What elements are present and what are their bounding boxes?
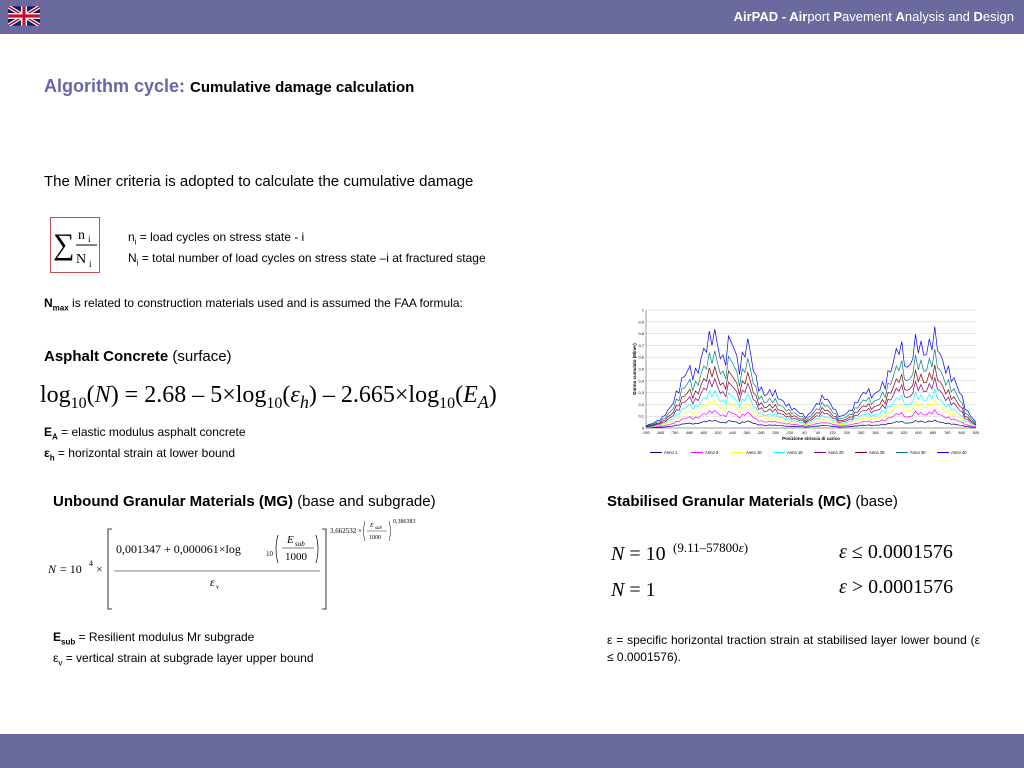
mg-title: Unbound Granular Materials (MG) (base and subgrade) bbox=[53, 493, 436, 510]
app-title-part: P bbox=[833, 9, 842, 24]
intro-text: The Miner criteria is adopted to calculate the cumulative damage bbox=[44, 173, 474, 190]
svg-text:N = 1: N = 1 bbox=[611, 579, 656, 601]
sum-denominator-sub: i bbox=[89, 259, 92, 269]
page-title-main: Algorithm cycle: bbox=[44, 76, 186, 96]
chart-xtick-label: -40 bbox=[801, 431, 807, 435]
svg-text:N: N bbox=[48, 562, 57, 576]
chart-xtick-label: -680 bbox=[685, 431, 693, 435]
chart-legend-entry: Anno 15 bbox=[787, 450, 803, 455]
chart-ylabel: Danno cumulato (Miner) bbox=[632, 343, 637, 395]
app-title-part: Air bbox=[789, 9, 808, 24]
chart-xtick-label: -360 bbox=[742, 431, 751, 435]
mg-definitions bbox=[53, 629, 314, 672]
mc-title: Stabilised Granular Materials (MC) (base) bbox=[607, 493, 898, 510]
svg-text:×: × bbox=[96, 562, 103, 576]
chart-xlabel: Posizione striscia di carico bbox=[782, 436, 840, 441]
chart-xtick-label: 440 bbox=[886, 431, 894, 435]
chart-ytick-label: 0,8 bbox=[638, 331, 644, 337]
svg-text:ε: ε bbox=[210, 575, 215, 589]
mg-formula-graphic bbox=[44, 515, 424, 615]
chart-ytick-label: 0,9 bbox=[638, 319, 644, 325]
chart-xtick-label: 200 bbox=[843, 431, 851, 435]
miner-sum-graphic bbox=[51, 218, 99, 272]
chart-xtick-label: -120 bbox=[785, 431, 794, 435]
svg-text:sub: sub bbox=[375, 526, 382, 531]
svg-text:v: v bbox=[216, 583, 220, 591]
chart-xtick-label: 680 bbox=[929, 431, 937, 435]
chart-xtick-label: -840 bbox=[656, 431, 665, 435]
header-bar bbox=[0, 0, 1024, 34]
chart-xtick-label: 760 bbox=[944, 431, 951, 435]
svg-text:ε ≤ 0.0001576: ε ≤ 0.0001576 bbox=[839, 541, 953, 563]
chart-series-line bbox=[646, 389, 976, 427]
chart-series-line bbox=[646, 377, 976, 427]
chart-xtick-label: -520 bbox=[713, 431, 722, 435]
mc-formulas bbox=[607, 532, 987, 609]
chart-xtick-label: -200 bbox=[771, 431, 779, 435]
miner-sum-formula bbox=[50, 217, 100, 273]
chart-legend-entry: Anno 1 bbox=[664, 450, 678, 455]
svg-text:4: 4 bbox=[89, 559, 93, 568]
svg-text:3,662532 ×: 3,662532 × bbox=[330, 527, 362, 535]
chart-xtick-label: 520 bbox=[901, 431, 908, 435]
sum-numerator-sub: i bbox=[88, 234, 91, 244]
chart-ytick-label: 0,5 bbox=[638, 366, 644, 372]
chart-xtick-label: 40 bbox=[816, 431, 821, 435]
asphalt-formula-graphic bbox=[40, 378, 550, 412]
sum-numerator: n bbox=[78, 228, 85, 243]
mc-formula-graphic bbox=[607, 532, 987, 604]
cumulative-damage-chart bbox=[628, 306, 984, 460]
chart-legend-entry: Anno 40 bbox=[951, 450, 967, 455]
chart-xtick-label: 920 bbox=[972, 431, 980, 435]
svg-text:log10(N) = 2.68 – 5×log10(εh): $\log_{10}(N) = 2.68 - 5\times\log_{10}(\varepsilon_h) - 2.665\times\log_{10}(E_A)$ bbox=[40, 382, 497, 412]
mg-formula bbox=[44, 515, 424, 620]
chart-xtick-label: 360 bbox=[872, 431, 879, 435]
app-title-part: avement bbox=[842, 9, 896, 24]
chart-ytick-label: 0,6 bbox=[638, 354, 644, 360]
chart-legend-entry: Anno 20 bbox=[828, 450, 844, 455]
svg-text:ε > 0.0001576: ε > 0.0001576 bbox=[839, 576, 954, 598]
def-N: $N_i$ = total number of load cycles on stress state –i at fractured stage bbox=[128, 251, 486, 268]
chart-legend-entry: Anno 30 bbox=[910, 450, 926, 455]
app-title-part: esign bbox=[982, 9, 1014, 24]
chart-xtick-label: -760 bbox=[670, 431, 679, 435]
svg-text:(9.11–57800ε): (9.11–57800ε) bbox=[673, 540, 749, 555]
chart-xtick-label: 840 bbox=[958, 431, 965, 435]
def-esub: $E_{sub}$ = Resilient modulus Mr subgrade bbox=[53, 630, 255, 647]
page-subtitle: Cumulative damage calculation bbox=[190, 79, 415, 96]
chart-ytick-label: 0,3 bbox=[638, 390, 644, 396]
svg-text:0,386383: 0,386383 bbox=[393, 519, 416, 525]
chart-xtick-label: -280 bbox=[756, 431, 765, 435]
svg-text:1000: 1000 bbox=[369, 535, 381, 541]
app-title bbox=[734, 9, 1014, 24]
nmax-text: $N_{max}$ is related to construction materials used and is assumed the FAA formula: bbox=[44, 296, 463, 313]
page-title bbox=[44, 76, 414, 97]
sum-denominator: N bbox=[76, 252, 87, 267]
sum-sign: ∑ bbox=[53, 228, 75, 261]
app-title-part: A bbox=[895, 9, 905, 24]
asphalt-definitions bbox=[44, 424, 246, 467]
chart-xtick-label: -920 bbox=[642, 431, 650, 435]
asphalt-title: Asphalt Concrete (surface) bbox=[44, 348, 232, 365]
def-ea: $E_A$ = elastic modulus asphalt concrete bbox=[44, 425, 246, 442]
chart-svg bbox=[628, 306, 984, 460]
app-title-part: D bbox=[973, 9, 983, 24]
svg-text:E: E bbox=[370, 523, 374, 529]
svg-text:N = 10: N = 10 bbox=[611, 543, 666, 565]
chart-legend-entry: Anno 5 bbox=[705, 450, 719, 455]
svg-text:0,001347 + 0,000061×log: 0,001347 + 0,000061×log bbox=[116, 542, 241, 556]
miner-definitions bbox=[128, 229, 486, 272]
asphalt-formula bbox=[40, 378, 550, 417]
chart-legend-entry: Anno 25 bbox=[869, 450, 885, 455]
chart-xtick-label: -600 bbox=[699, 431, 708, 435]
chart-ytick-label: 0,2 bbox=[638, 401, 644, 407]
chart-ytick-label: 1 bbox=[641, 307, 644, 313]
footer-bar bbox=[0, 734, 1024, 768]
chart-legend-entry: Anno 10 bbox=[746, 450, 762, 455]
svg-text:= 10: = 10 bbox=[60, 562, 82, 576]
def-ev: $\varepsilon_v$ = vertical strain at subgrade layer upper bound bbox=[53, 651, 314, 668]
chart-ytick-label: 0 bbox=[641, 425, 644, 431]
app-title-part: AirPAD - bbox=[733, 9, 790, 24]
app-title-part: nalysis and bbox=[904, 9, 974, 24]
def-eh: $\varepsilon_h$ = horizontal strain at lower bound bbox=[44, 446, 236, 463]
app-title-part: port bbox=[807, 9, 834, 24]
def-n: $n_i$ = load cycles on stress state - i bbox=[128, 230, 305, 247]
chart-xtick-label: 600 bbox=[915, 431, 922, 435]
uk-flag-icon bbox=[8, 6, 40, 26]
chart-xtick-label: -440 bbox=[728, 431, 736, 435]
svg-text:E: E bbox=[287, 534, 294, 546]
chart-ytick-label: 0,1 bbox=[638, 413, 644, 419]
svg-text:10: 10 bbox=[266, 550, 273, 558]
mc-definition: ε = specific horizontal traction strain at stabilised layer lower bound (ε ≤ 0.0001576). bbox=[607, 633, 980, 664]
chart-ytick-label: 0,4 bbox=[638, 378, 644, 384]
svg-text:sub: sub bbox=[295, 540, 305, 548]
chart-xtick-label: 280 bbox=[858, 431, 865, 435]
svg-text:1000: 1000 bbox=[285, 551, 307, 563]
chart-xtick-label: 120 bbox=[829, 431, 836, 435]
chart-ytick-label: 0,7 bbox=[638, 342, 644, 348]
